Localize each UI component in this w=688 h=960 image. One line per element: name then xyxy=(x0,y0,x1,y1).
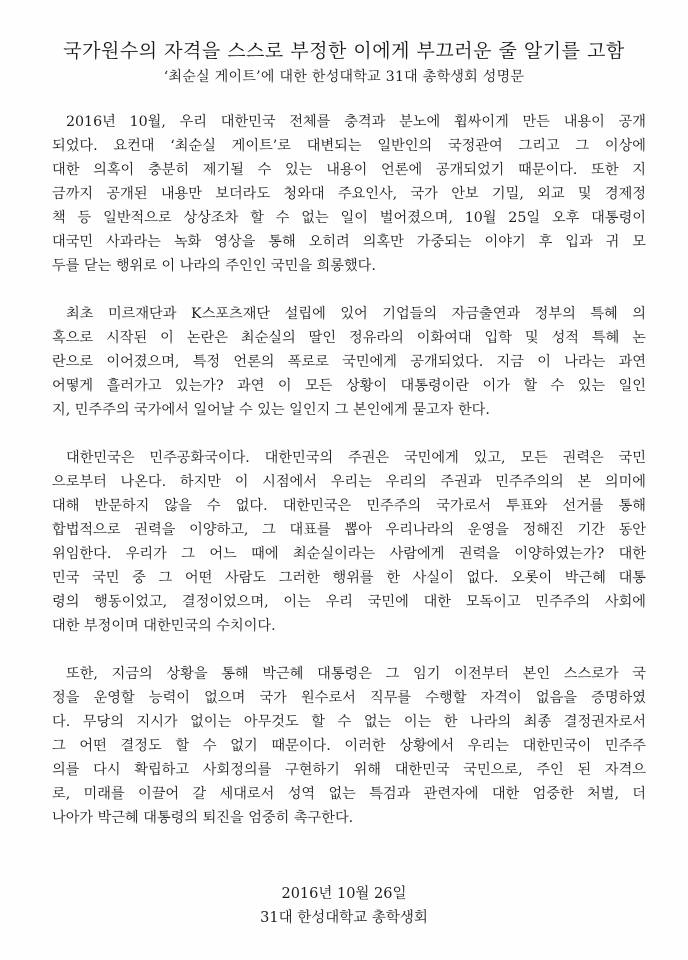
paragraph-line: 2016년 10월, 우리 대한민국 전체를 충격과 분노에 휩싸이게 만든 내용이 공개 xyxy=(66,114,646,130)
document-subtitle: ‘최순실 게이트’에 대한 한성대학교 31대 총학생회 성명문 xyxy=(163,69,525,85)
statement-body xyxy=(52,110,646,854)
paragraph-line: 민국 국민 중 그 어떤 사람도 그러한 행위를 한 사실이 없다. 오롯이 박근혜 대통 xyxy=(52,570,646,586)
paragraph-line: 위임한다. 우리가 그 어느 때에 최순실이라는 사람에게 권력을 이양하였는가? 대한 xyxy=(52,546,646,562)
paragraph-line: 로, 미래를 이끌어 갈 세대로서 성역 없는 특검과 관련자에 대한 엄중한 처벌, 더 xyxy=(52,786,646,802)
paragraph-line: 으로부터 나온다. 하지만 이 시점에서 우리는 우리의 주권과 민주주의의 본 의미에 xyxy=(52,474,646,490)
paragraph-line: 다. 무당의 지시가 없이는 아무것도 할 수 없는 이는 한 나라의 최종 결정권자로서 xyxy=(52,714,646,730)
paragraph-line: 지, 민주주의 국가에서 일어날 수 있는 일인지 그 본인에게 묻고자 한다. xyxy=(52,402,490,418)
paragraph-line: 그 어떤 결정도 할 수 없기 때문이다. 이러한 상황에서 우리는 대한민국이 민주주 xyxy=(52,738,646,754)
paragraph-line: 두를 닫는 행위로 이 나라의 주인인 국민을 희롱했다. xyxy=(52,258,376,274)
paragraph-1 xyxy=(52,110,646,278)
paragraph-line: 란으로 이어졌으며, 특정 언론의 폭로로 국민에게 공개되었다. 지금 이 나라는 과연 xyxy=(52,354,646,370)
paragraph-line: 또한, 지금의 상황을 통해 박근혜 대통령은 그 임기 이전부터 본인 스스로가 국 xyxy=(66,666,646,682)
paragraph-line: 대해 반문하지 않을 수 없다. 대한민국은 민주주의 국가로서 투표와 선거를 통해 xyxy=(52,498,646,514)
paragraph-line: 혹으로 시작된 이 논란은 최순실의 딸인 정유라의 이화여대 입학 및 성적 특혜 논 xyxy=(52,330,646,346)
paragraph-2 xyxy=(52,302,646,422)
paragraph-line: 대한민국은 민주공화국이다. 대한민국의 주권은 국민에게 있고, 모든 권력은 국민 xyxy=(66,450,646,466)
document-title: 국가원수의 자격을 스스로 부정한 이에게 부끄러운 줄 알기를 고함 xyxy=(63,40,625,62)
paragraph-line: 정을 운영할 능력이 없으며 국가 원수로서 직무를 수행할 자격이 없음을 증명하였 xyxy=(52,690,646,706)
paragraph-line: 되었다. 요컨대 ‘최순실 게이트’로 대변되는 일반인의 국정관여 그리고 그 이상에 xyxy=(52,138,646,154)
paragraph-4 xyxy=(52,662,646,830)
paragraph-3 xyxy=(52,446,646,638)
paragraph-line: 나아가 박근혜 대통령의 퇴진을 엄중히 촉구한다. xyxy=(52,810,354,826)
paragraph-line: 대한 의혹이 충분히 제기될 수 있는 내용이 언론에 공개되었기 때문이다. 또한 지 xyxy=(52,162,646,178)
signature-date: 2016년 10월 26일 xyxy=(281,886,407,902)
paragraph-line: 합법적으로 권력을 이양하고, 그 대표를 뽑아 우리나라의 운영을 정해진 기간 동안 xyxy=(52,522,646,538)
paragraph-line: 어떻게 흘러가고 있는가? 과연 이 모든 상황이 대통령이란 이가 할 수 있는 일인 xyxy=(52,378,646,394)
paragraph-line: 금까지 공개된 내용만 보더라도 청와대 주요인사, 국가 안보 기밀, 외교 및 경제정 xyxy=(52,186,646,202)
paragraph-line: 최초 미르재단과 K스포츠재단 설립에 있어 기업들의 자금출연과 정부의 특혜 의 xyxy=(66,306,646,322)
signature-organization: 31대 한성대학교 총학생회 xyxy=(260,910,428,926)
paragraph-line: 령의 행동이었고, 결정이었으며, 이는 우리 국민에 대한 모독이고 민주주의 사회에 xyxy=(52,594,646,610)
signature-block xyxy=(0,882,688,930)
paragraph-line: 책 등 일반적으로 상상조차 할 수 없는 일이 벌어졌으며, 10월 25일 오후 대통령이 xyxy=(52,210,646,226)
paragraph-line: 의를 다시 확립하고 사회정의를 구현하기 위해 대한민국 국민으로, 주인 된 자격으 xyxy=(52,762,646,778)
paragraph-line: 대국민 사과라는 녹화 영상을 통해 오히려 의혹만 가중되는 이야기 후 입과 귀 모 xyxy=(52,234,646,250)
paragraph-line: 대한 부정이며 대한민국의 수치이다. xyxy=(52,618,276,634)
